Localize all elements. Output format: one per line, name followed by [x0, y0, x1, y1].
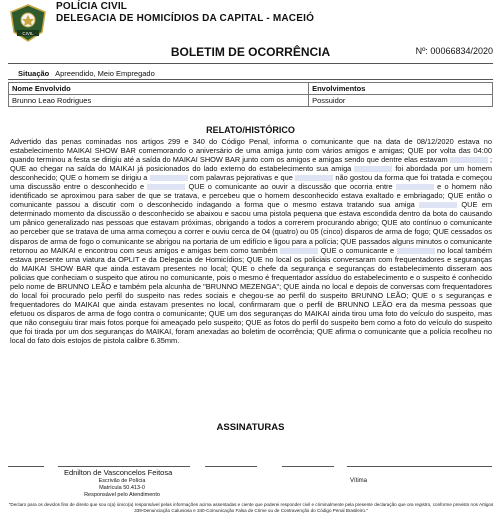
relato-text: Advertido das penas cominadas nos artigos 299 e 340 do Código Penal, informa o comunicante que na data de 08/12/2020 estava no estabelecimento MAIKAI SHOW BAR comemorando o aniversário de uma amiga junto com vários amigos e amigas; QUE por volta das 04:00 quando terminou a festa se dirigiu até a saída do MAIKAI SHOW BAR junto com os amigos e amigas sendo que dentre elas estavam [10, 137, 492, 165]
redaction-block [450, 157, 488, 163]
relato-text: QUE em determinado momento da discussão o desconhecido se abaixou e sacou uma pistola pequena que estava escondida dentro da bota do causando um pânico generalizado nas pessoas que estavam próximas, obrigando a todos a correrem procurando abrigo; QUE ato contínuo o comunicante ao perceber que se tratava de uma arma começou a correr e ouviu cerca de 04 (quatro) ou 05 (cinco) disparos de arma de fogo; QUE cessados os disparos de arma de fogo o comunicante se abrigou na portaria de um edifício e ligou para a polícia; QUE passados alguns minutos o comunicante retornou ao MAIKAI e encontrou com seus amigos e amigas bem como também [10, 200, 492, 255]
divider [8, 63, 493, 64]
agency-name: POLÍCIA CIVIL [56, 1, 128, 12]
situation-value: Apreendido, Meio Empregado [55, 69, 155, 78]
police-badge-icon [8, 4, 48, 42]
signature-line [58, 466, 190, 467]
document-title: BOLETIM DE OCORRÊNCIA [170, 45, 331, 59]
relato-body [10, 137, 492, 345]
redaction-block [295, 175, 333, 181]
situation-row [18, 69, 155, 78]
divider [8, 79, 493, 80]
relato-text: com palavras pejorativas e que [189, 173, 293, 183]
officer-name: Ednilton de Vasconcelos Feitosa [64, 468, 173, 477]
officer-note: Responsável pelo Atendimento [84, 492, 160, 498]
officer-role: Escrivão de Polícia [98, 478, 146, 484]
relato-text: e o homem não identificado se aproximou para saber de que se tratava, e percebeu que o homem desconhecido estava exaltado e embriagado; QUE então o comunicante passou a discutir com o desconhecido indagando a forma que o mesmo estava tratando sua amiga [10, 182, 492, 210]
relato-text: no local também estava presente uma viatura da OPLIT e da Delegacia de Homicídios; QUE no local os policiais conversaram com frequentadores e seguranças do MAIKAI SHOW BAR que ainda estavam presentes no local; QUE o chefe da segurança e seguranças do estabelecimento disseram aos policias que conheciam o suspeito que atirou no comunicante, pois o mesmo é frequentador assíduo do estabelecimento e o suspeito é conhecido pelo nome de BRUNNO LEÃO e também pela alcunha de "BRUNNO MEZENGA"; QUE ainda no local e depois de conversas com frequentadores do local foi procurado pelo perfil do suspeito nas redes sociais e chegou-se ao perfil do suspeito BRUNNO LEÃO; QUE o s seguranças e frequentadores do MAIKAI que ainda estavam presentes no local, confirmaram que o perfil de BRUNNO LEÃO era da mesma pessoas que efetuou os disparos de arma de fogo contra o comunicante; QUE um dos seguranças do MAIKAI ainda tirou uma foto do veículo do suspeito, mas que não conseguiu tirar mais fotos porque foi ameaçado pelo suspeito; QUE as fotos do perfil do suspeito bem como a foto do veículo do suspeito que foi tirada por um dos seguranças do MAIKAI, foram anexadas ao boletim de ocorrência; QUE afirma o comunicante que a polícia recolheu no local do fato dois estojos de pistola calibre 6.35mm. [10, 245, 492, 346]
table-cell-involvement: Possuidor [309, 95, 493, 107]
signature-line [347, 466, 492, 467]
relato-text: QUE o comunicante ao ouvir a discussão que ocorria entre [188, 182, 393, 192]
situation-label: Situação [18, 69, 50, 78]
relato-title: RELATO/HISTÓRICO [206, 125, 295, 135]
table-header-name: Nome Envolvido [9, 83, 309, 95]
badge-label: CIVIL [22, 31, 34, 36]
redaction-block [150, 175, 188, 181]
redaction-block [354, 166, 392, 172]
redaction-block [147, 184, 185, 190]
victim-label: Vítima [350, 478, 368, 484]
signature-line [282, 466, 334, 467]
table-row [9, 95, 493, 107]
redaction-block [397, 248, 435, 254]
involved-table [8, 82, 493, 107]
signatures-title: ASSINATURAS [216, 422, 285, 433]
relato-text: ; QUE ao chegar na saída do MAIKAI já posicionados do lado externo do estabelecimento sua amiga [10, 155, 492, 174]
relato-text: foi abordada por um homem desconhecido; QUE o homem se dirigiu a [10, 164, 492, 183]
officer-id: Matrícula 50.413-0 [99, 485, 145, 491]
relato-text: não gostou da forma que foi tratada e começou uma discussão entre o desconhecido e [10, 173, 493, 192]
document-number: Nº: 00066834/2020 [415, 46, 493, 56]
legal-footnote: "Declaro para os devidos fins de direito que sou o(a) único(a) responsável pelas informações acima assentadas e ciente que poderei responder civil e criminalmente pela presente declaração que ora registro, conforme previsto nos Artigos 339-Denunciação Caluniosa e 340-Comunicação Falsa de Crime ou de Contravenção do Código Penal Brasileiro." [8, 502, 494, 513]
redaction-block [396, 184, 434, 190]
table-header-involvement: Envolvimentos [309, 83, 493, 95]
relato-text: QUE o comunicante e [320, 245, 395, 255]
redaction-block [280, 248, 318, 254]
table-header-row [9, 83, 493, 95]
redaction-block [419, 202, 457, 208]
signature-line [205, 466, 257, 467]
table-cell-name: Brunno Leao Rodrigues [9, 95, 309, 107]
department-name: DELEGACIA DE HOMICÍDIOS DA CAPITAL - MACEIÓ [56, 13, 315, 24]
signature-line [8, 466, 44, 467]
